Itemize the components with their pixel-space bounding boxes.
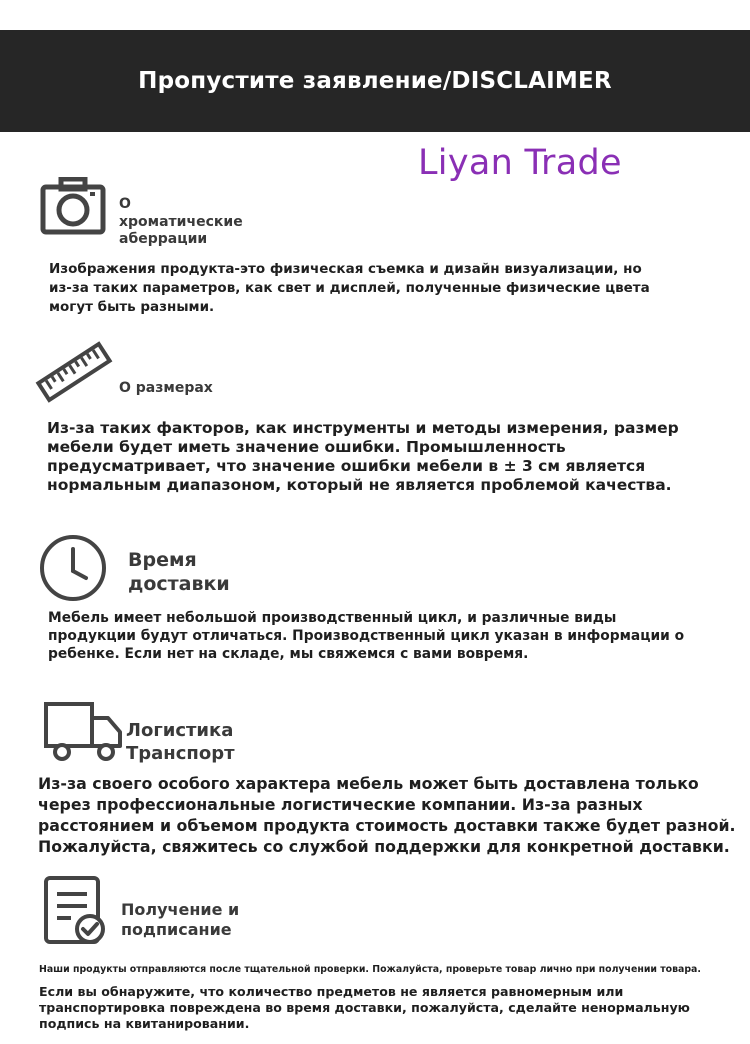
section-heading-size	[119, 380, 213, 398]
truck-icon	[44, 702, 124, 762]
section-heading-color	[119, 196, 243, 249]
section-body-receipt-note: Наши продукты отправляются после тщательной проверки. Пожалуйста, проверьте товар лично при получении товара.	[39, 964, 701, 975]
heading-line: Получение и	[121, 900, 240, 919]
clock-icon	[38, 533, 108, 603]
heading-line: Время	[128, 549, 197, 571]
ruler-icon	[34, 340, 114, 404]
camera-icon	[40, 177, 106, 235]
section-body-logistics: Из-за своего особого характера мебель может быть доставлена только через профессиональные логистические компании. Из-за разных расстоянием и объемом продукта стоимость доставки также будет разной. Пожалуйста, свяжитесь со службой поддержки для конкретной доставки.	[38, 774, 736, 856]
heading-line: О	[119, 196, 131, 212]
heading-line: Транспорт	[126, 742, 235, 764]
section-body-color: Изображения продукта-это физическая съемка и дизайн визуализации, но из-за таких параметров, как свет и дисплей, полученные физические цвета могут быть разными.	[49, 261, 650, 315]
heading-line: О размерах	[119, 380, 213, 396]
heading-line: подписание	[121, 920, 232, 939]
heading-line: хроматические	[119, 213, 243, 230]
document-check-icon	[44, 876, 106, 946]
heading-line: Логистика	[126, 720, 234, 741]
page-title: Пропустите заявление/DISCLAIMER	[138, 68, 612, 94]
section-body-size: Из-за таких факторов, как инструменты и методы измерения, размер мебели будет иметь значение ошибки. Промышленность предусматривает, что значение ошибки мебели в ± 3 см является нормальным диапазоном, который не является проблемой качества.	[47, 419, 679, 494]
header-banner	[0, 30, 750, 132]
heading-line: доставки	[128, 572, 230, 595]
heading-line: аберрации	[119, 231, 208, 247]
section-heading-receipt	[121, 900, 239, 940]
brand-name: Liyan Trade	[418, 143, 622, 183]
section-heading-logistics	[126, 720, 235, 765]
section-body-delivery: Мебель имеет небольшой производственный цикл, и различные виды продукции будут отличаться. Производственный цикл указан в информации о ребенке. Если нет на складе, мы свяжемся с вами вовремя.	[48, 610, 685, 662]
section-body-receipt: Если вы обнаружите, что количество предметов не является равномерным или транспортировка повреждена во время доставки, пожалуйста, сделайте ненормальную подпись на квитанировании.	[39, 984, 690, 1031]
section-heading-delivery	[128, 549, 230, 597]
